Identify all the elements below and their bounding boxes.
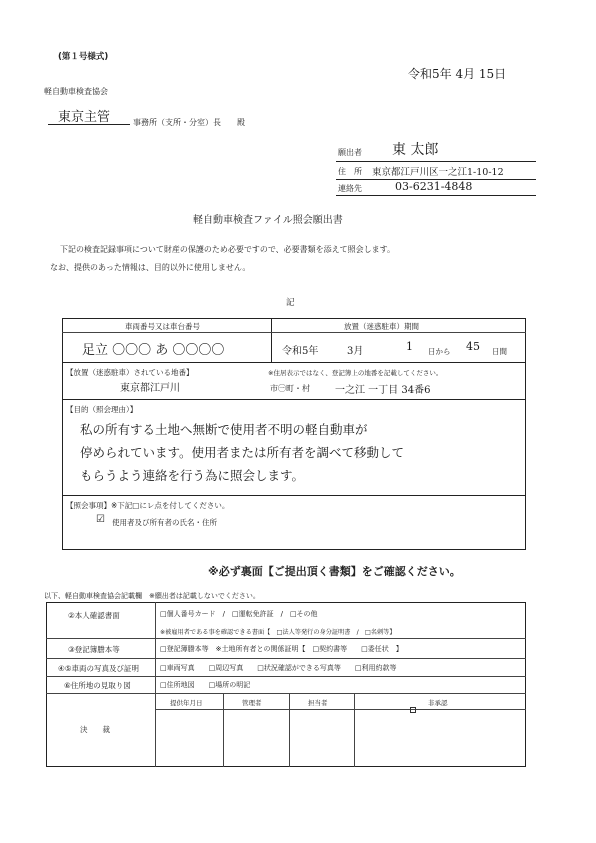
assoc-row-line-2: [46, 658, 526, 659]
location-pref: 東京都江戸川: [120, 383, 180, 394]
applicant-address-label: 住 所: [338, 167, 362, 176]
vehicle-header: 車両番号又は車台番号: [125, 322, 200, 331]
decision-col1-header: 提供年月日: [170, 699, 203, 707]
checkbox-icon: [410, 707, 416, 713]
location-note: ※住居表示ではなく、登記簿上の地番を記載してください。: [268, 369, 443, 377]
inquiry-item: 使用者及び所有者の氏名・住所: [112, 518, 217, 527]
intro-line-1: 下記の検査記録事項について財産の保護のため必要ですので、必要書類を添えて照会します。: [60, 245, 396, 254]
location-label: 【放置（迷惑駐車）されている地番】: [66, 368, 194, 377]
table-row-line-2: [62, 399, 526, 400]
decision-col4-header: 非承認: [428, 699, 448, 707]
assoc-row-1-label: ③登記簿謄本等: [68, 645, 120, 654]
period-month: 3月: [347, 346, 364, 357]
purpose-line-1: 私の所有する土地へ無断で使用者不明の軽自動車が: [80, 422, 368, 437]
period-header: 放置（迷惑駐車）期間: [344, 322, 419, 331]
form-number: (第１号様式): [58, 52, 109, 62]
purpose-line-2: 停められています。使用者または所有者を調べて移動して: [80, 445, 405, 460]
assoc-row-0-line1[interactable]: □個人番号カード / □運転免許証 / □その他: [160, 610, 318, 618]
table-header-line: [62, 332, 526, 333]
ki-label: 記: [286, 298, 295, 308]
association-name: 軽自動車検査協会: [44, 87, 108, 96]
applicant-name-label: 願出者: [338, 148, 362, 157]
applicant-name-value: 東 太郎: [392, 142, 439, 158]
table-col-divider: [271, 318, 272, 362]
assoc-col-divider: [155, 602, 156, 767]
assoc-row-2-label: ④⑤車両の写真及び証明: [58, 664, 139, 673]
assoc-row-0-label: ②本人確認書面: [68, 611, 120, 620]
intro-line-2: なお、提供のあった情報は、目的以外に使用しません。: [50, 263, 251, 272]
assoc-row-3-line1[interactable]: □住所地図 □場所の明記: [160, 681, 251, 689]
back-side-notice: ※必ず裏面【ご提出頂く書類】をご確認ください。: [208, 565, 461, 578]
office-handwritten: 東京主管: [58, 110, 111, 125]
date-handwritten: 令和5年 4月 15日: [408, 67, 507, 81]
period-days: 45: [466, 340, 480, 353]
purpose-line-3: もらうよう連絡を行う為に照会します。: [80, 468, 305, 483]
non-approval-checkbox[interactable]: [410, 697, 417, 716]
assoc-row-line-1: [46, 638, 526, 639]
decision-label: 決 裁: [80, 725, 110, 734]
applicant-address-value: 東京都江戸川区一之江1-10-12: [372, 167, 504, 178]
inquiry-checkbox[interactable]: ☑: [96, 514, 105, 525]
document-title: 軽自動車検査ファイル照会願出書: [193, 215, 343, 226]
applicant-contact-value: 03-6231-4848: [395, 180, 473, 193]
assoc-row-2-line1[interactable]: □車両写真 □周辺写真 □状況確認ができる写真等 □利用約款等: [160, 664, 397, 672]
table-row-line-1: [62, 362, 526, 363]
period-from: 日から: [428, 347, 451, 356]
assoc-row-line-3: [46, 676, 526, 677]
assoc-row-3-label: ⑥住所地の見取り図: [64, 681, 131, 690]
applicant-name-line: [336, 161, 536, 162]
decision-col2-header: 管理者: [242, 699, 262, 707]
applicant-contact-label: 連絡先: [338, 184, 362, 193]
period-unit: 日間: [492, 347, 507, 356]
assoc-row-1-line1[interactable]: □登記簿謄本等 ※土地所有者との関係証明【 □契約書等 □委任状 】: [160, 645, 403, 653]
decision-header-line: [155, 709, 526, 710]
purpose-label: 【目的（照会理由）】: [66, 405, 138, 414]
location-city-type: 市㊀町・村: [270, 384, 310, 393]
applicant-contact-line: [336, 195, 536, 196]
decision-col-2: [289, 693, 290, 767]
decision-col3-header: 担当者: [308, 699, 328, 707]
period-day: 1: [406, 340, 413, 353]
table-row-line-3: [62, 495, 526, 496]
association-section-header: 以下、軽自動車検査協会記載欄 ※願出者は記載しないでください。: [44, 592, 260, 600]
office-suffix: 事務所（支所・分室）長 殿: [133, 118, 245, 127]
assoc-row-0-line2[interactable]: ※被雇用者である事を確認できる書面【 □法人等発行の身分証明書 / □名刺等】: [160, 629, 396, 636]
inquiry-label: 【照会事項】※下記□にレ点を付してください。: [66, 501, 230, 510]
assoc-row-line-4: [46, 693, 526, 694]
office-underline: [48, 124, 130, 125]
location-detail: 一之江 一丁目 34番6: [335, 385, 431, 396]
decision-col-3: [354, 693, 355, 767]
period-era: 令和5年: [282, 346, 319, 357]
vehicle-value: 足立 〇〇〇 あ 〇〇〇〇: [82, 343, 225, 358]
decision-col-1: [223, 693, 224, 767]
